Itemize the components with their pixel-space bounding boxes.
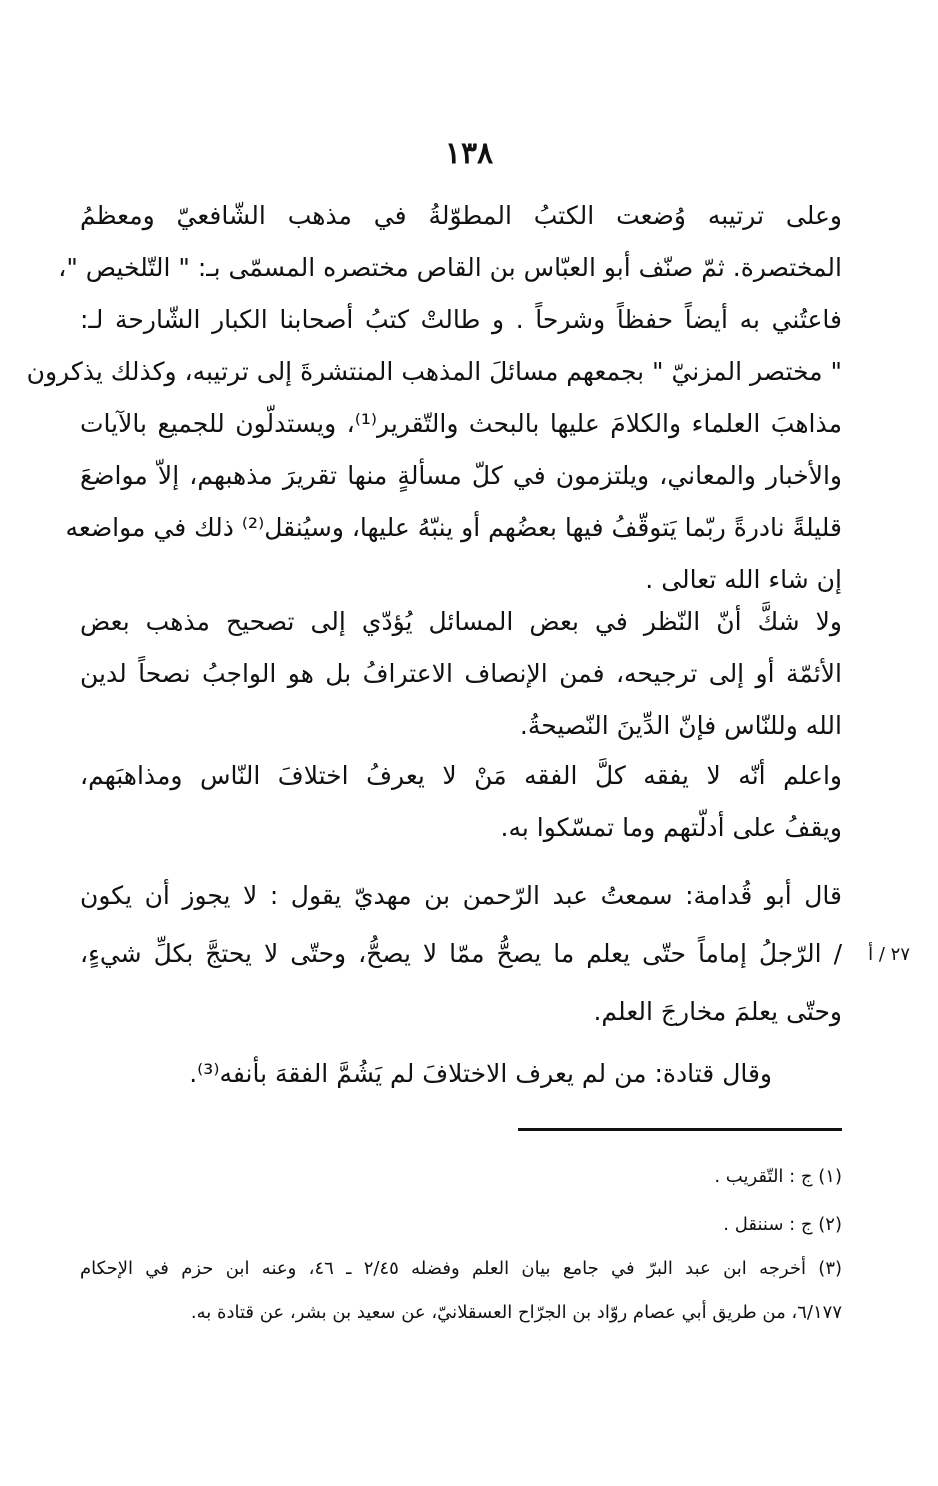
text-line: مذاهبَ العلماء والكلامَ عليها بالبحث والتّقرير⁽¹⁾، ويستدلّون للجميع بالآيات [80,409,842,438]
text-line: " مختصر المزنيّ " بجمعهم مسائلَ المذهب المنتشرةَ إلى ترتيبه، وكذلك يذكرون [26,357,842,386]
paragraph-2 [80,596,842,752]
text-line: المختصرة. ثمّ صنّف أبو العبّاس بن القاص مختصره المسمّى بـ: " التّلخيص "، [58,253,842,282]
margin-folio-note: ٢٧ / أ [868,944,910,965]
text-line: واعلم أنّه لا يفقه كلَّ الفقه مَنْ لا يعرفُ اختلافَ النّاس ومذاهبَهم، [80,761,842,790]
text-line: وحتّى يعلمَ مخارجَ العلم. [593,997,842,1026]
text-line: قال أبو قُدامة: سمعتُ عبد الرّحمن بن مهديّ يقول : لا يجوز أن يكون [80,881,842,910]
text-line: / الرّجلُ إماماً حتّى يعلم ما يصحُّ ممّا لا يصحُّ، وحتّى لا يحتجَّ بكلِّ شيءٍ، [80,939,842,968]
footnote-3: (٣) أخرجه ابن عبد البرّ في جامع بيان العلم وفضله ٢/٤٥ ـ ٤٦، وعنه ابن حزم في الإحكام [80,1258,843,1279]
text-line: ولا شكَّ أنّ النّظر في بعض المسائل يُؤدّي إلى تصحيح مذهب بعض [80,607,842,636]
text-line: فاعتُني به أيضاً حفظاً وشرحاً . و طالتْ كتبُ أصحابنا الكبار الشّارحة لـ: [80,305,842,334]
footnote-1: (١) ج : التّقريب . [714,1166,842,1187]
paragraph-5 [80,1048,842,1100]
paragraph-1 [26,190,842,606]
paragraph-3 [80,750,842,854]
text-line: والأخبار والمعاني، ويلتزمون في كلّ مسألةٍ منها تقريرَ مذهبهم، إلاّ مواضعَ [80,461,842,490]
footnote-2: (٢) ج : سننقل . [723,1214,842,1235]
text-line: إن شاء الله تعالى . [645,565,842,594]
footnote-divider [518,1128,842,1131]
paragraph-4 [80,870,842,1026]
text-line: قليلةً نادرةً ربّما يَتوقّفُ فيها بعضُهم أو ينبّهُ عليها، وسيُنقل⁽²⁾ ذلك في مواضعه [65,513,842,542]
footnotes [80,1158,842,1348]
text-line: وقال قتادة: من لم يعرف الاختلافَ لم يَشُمَّ الفقهَ بأنفه⁽³⁾. [189,1059,772,1088]
text-line: وعلى ترتيبه وُضعت الكتبُ المطوّلةُ في مذهب الشّافعيّ ومعظمُ [80,201,842,230]
text-line: الأئمّة أو إلى ترجيحه، فمن الإنصاف الاعترافُ بل هو الواجبُ نصحاً لدين [80,659,842,688]
text-line: ويقفُ على أدلّتهم وما تمسّكوا به. [500,813,842,842]
footnote-3-continued: ٦/١٧٧، من طريق أبي عصام روّاد بن الجرّاح العسقلانيّ، عن سعيد بن بشر، عن قتادة به. [190,1302,842,1323]
text-line: الله وللنّاس فإنّ الدِّينَ النّصيحةُ. [519,711,842,740]
page-number: ١٣٨ [444,136,494,171]
